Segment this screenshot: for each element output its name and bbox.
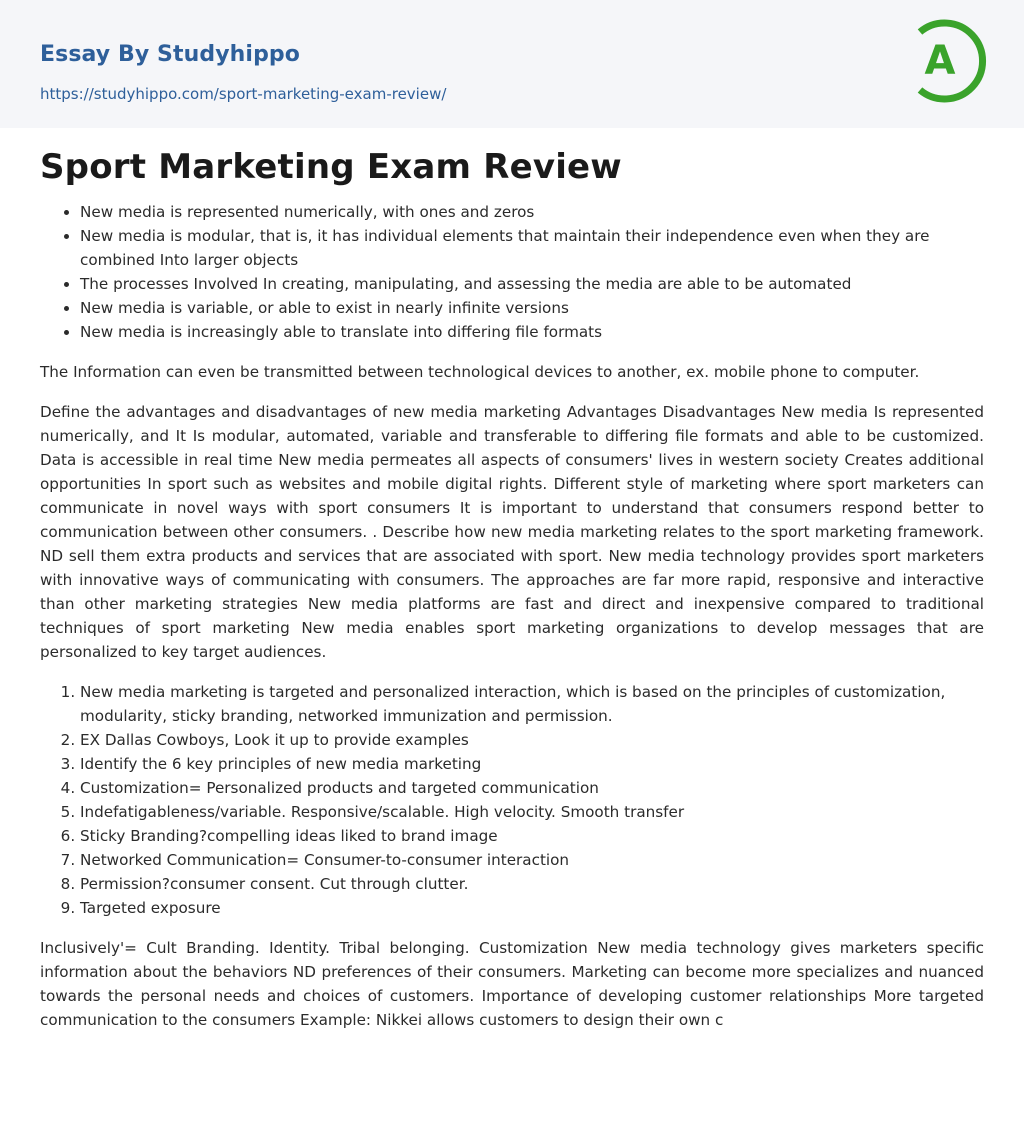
list-item: • New media is increasingly able to translate into differing file formats — [80, 320, 984, 344]
list-item: 5. Indefatigableness/variable. Responsive/scalable. High velocity. Smooth transfer — [80, 800, 984, 824]
paragraph-2: Define the advantages and disadvantages of new media marketing Advantages Disadvantages New media Is represented numerically, and It Is modular, automated, variable and transferable to differing file formats and able to be customized. Data is accessible in real time New media permeates all aspects of consumers' lives in western society Creates additional opportunities In sport such as websites and mobile digital rights. Different style of marketing where sport marketers can communicate in novel ways with sport consumers It is important to understand that consumers respond better to communication between other consumers. . Describe how new media marketing relates to the sport marketing framework. ND sell them extra products and services that are associated with sport. New media technology provides sport marketers with innovative ways of communicating with consumers. The approaches are far more rapid, responsive and interactive than other marketing strategies New media platforms are fast and direct and inexpensive compared to traditional techniques of sport marketing New media enables sport marketing organizations to develop messages that are personalized to key target audiences. — [40, 403, 984, 661]
list-item: 8. Permission?consumer consent. Cut through clutter. — [80, 872, 984, 896]
list-item: 1. New media marketing is targeted and personalized interaction, which is based on the principles of customization, modularity, sticky branding, networked immunization and permission. — [80, 680, 984, 728]
numbered-list — [40, 680, 984, 920]
list-item: • New media is modular, that is, it has individual elements that maintain their independence even when they are combined Into larger objects — [80, 224, 984, 272]
list-item: 7. Networked Communication= Consumer-to-consumer interaction — [80, 848, 984, 872]
list-item: • New media is represented numerically, with ones and zeros — [80, 200, 984, 224]
paragraph-1: The Information can even be transmitted between technological devices to another, ex. mobile phone to computer. — [40, 363, 920, 381]
logo-letter: A — [924, 38, 956, 84]
list-item: 4. Customization= Personalized products and targeted communication — [80, 776, 984, 800]
list-item: 9. Targeted exposure — [80, 896, 984, 920]
brand-title: Essay By Studyhippo — [40, 42, 300, 67]
list-item: • New media is variable, or able to exist in nearly infinite versions — [80, 296, 984, 320]
page-title: Sport Marketing Exam Review — [40, 147, 622, 187]
paragraph-3: Inclusively'= Cult Branding. Identity. Tribal belonging. Customization New media technology gives marketers specific information about the behaviors ND preferences of their consumers. Marketing can become more specializes and nuanced towards the personal needs and choices of customers. Importance of developing customer relationships More targeted communication to the consumers Example: Nikkei allows customers to design their own c — [40, 939, 984, 1029]
list-item: 6. Sticky Branding?compelling ideas liked to brand image — [80, 824, 984, 848]
essay-body — [40, 200, 984, 1032]
list-item: 2. EX Dallas Cowboys, Look it up to provide examples — [80, 728, 984, 752]
studyhippo-logo-icon — [912, 18, 988, 104]
list-item: • The processes Involved In creating, manipulating, and assessing the media are able to be automated — [80, 272, 984, 296]
list-item: 3. Identify the 6 key principles of new media marketing — [80, 752, 984, 776]
essay-url-link[interactable]: https://studyhippo.com/sport-marketing-exam-review/ — [40, 85, 447, 103]
bullet-list — [40, 200, 984, 344]
